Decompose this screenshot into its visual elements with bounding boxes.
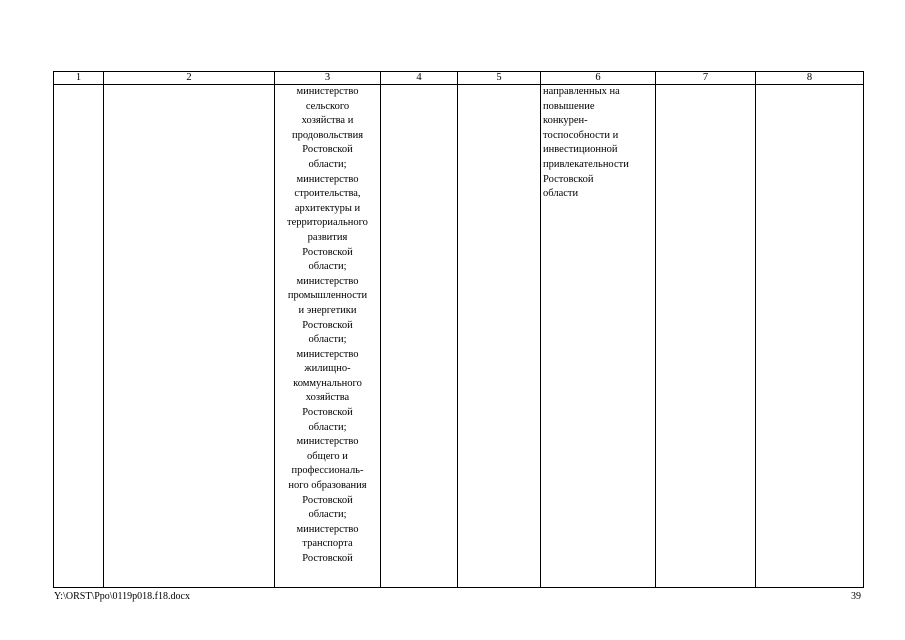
cell-col-7 [656, 85, 756, 588]
cell-text-line: хозяйства и [301, 115, 354, 127]
cell-text-line: министерство [296, 275, 359, 287]
cell-text-line: области; [308, 158, 347, 170]
column-header-1: 1 [54, 72, 104, 85]
column-header-3: 3 [275, 72, 381, 85]
footer-file-path: Y:\ORST\Ppo\0119p018.f18.docx [54, 591, 190, 602]
page-number: 39 [851, 591, 861, 602]
cell-col-3-executors [275, 85, 381, 588]
cell-col-2 [104, 85, 275, 588]
table-row [54, 85, 864, 588]
cell-text-line: Ростовской [302, 494, 353, 506]
column-header-7: 7 [656, 72, 756, 85]
cell-text-line: инвестиционной [543, 144, 618, 156]
cell-text-line: министерство [296, 173, 359, 185]
cell-col-6-description [541, 85, 656, 588]
cell-text-line: коммунального [293, 377, 362, 389]
cell-text-line: профессиональ- [291, 465, 364, 477]
column-header-8: 8 [756, 72, 864, 85]
column-header-4: 4 [381, 72, 458, 85]
cell-text-line: конкурен- [543, 115, 588, 127]
cell-text-line: министерство [296, 523, 359, 535]
cell-text-line: Ростовской [302, 246, 353, 258]
cell-text-line: Ростовской [302, 407, 353, 419]
cell-text-line: области; [308, 421, 347, 433]
cell-text-line: хозяйства [305, 392, 350, 404]
cell-text-line: ного образования [288, 480, 367, 492]
cell-col-5 [458, 85, 541, 588]
cell-text-line: сельского [305, 100, 350, 112]
cell-col-4 [381, 85, 458, 588]
cell-text-line: архитектуры и [294, 202, 361, 214]
cell-text-line: Ростовской [302, 319, 353, 331]
column-header-5: 5 [458, 72, 541, 85]
cell-text-line: Ростовской [302, 553, 353, 564]
column-header-2: 2 [104, 72, 275, 85]
cell-text-line: территориального [287, 217, 368, 229]
cell-text-line: области [543, 188, 579, 200]
cell-text-line: продовольствия [291, 129, 364, 141]
cell-text-line: и энергетики [298, 304, 357, 316]
cell-text-line: Ростовской [543, 173, 594, 185]
cell-col-1 [54, 85, 104, 588]
document-table [53, 71, 864, 588]
cell-text-line: тоспособности и [543, 129, 619, 141]
cell-text-line: министерство [296, 86, 359, 97]
cell-text-line: министерство [296, 436, 359, 448]
cell-text-line: Ростовской [302, 144, 353, 156]
cell-col-8 [756, 85, 864, 588]
cell-text-line: повышение [543, 100, 595, 112]
cell-text-line: развития [307, 231, 348, 243]
cell-text-line: транспорта [302, 538, 353, 550]
cell-text-line: направленных на [543, 86, 620, 97]
cell-text-line: области; [308, 334, 347, 346]
cell-text-line: области; [308, 261, 347, 273]
column-header-6: 6 [541, 72, 656, 85]
cell-text-line: жилищно- [304, 363, 351, 375]
header-row [54, 72, 864, 85]
cell-text-line: области; [308, 509, 347, 521]
cell-text-line: строительства, [294, 188, 361, 200]
cell-text-line: министерство [296, 348, 359, 360]
cell-text-line: общего и [307, 450, 348, 462]
cell-text-line: привлекательности [543, 158, 629, 170]
cell-text-line: промышленности [287, 290, 368, 302]
